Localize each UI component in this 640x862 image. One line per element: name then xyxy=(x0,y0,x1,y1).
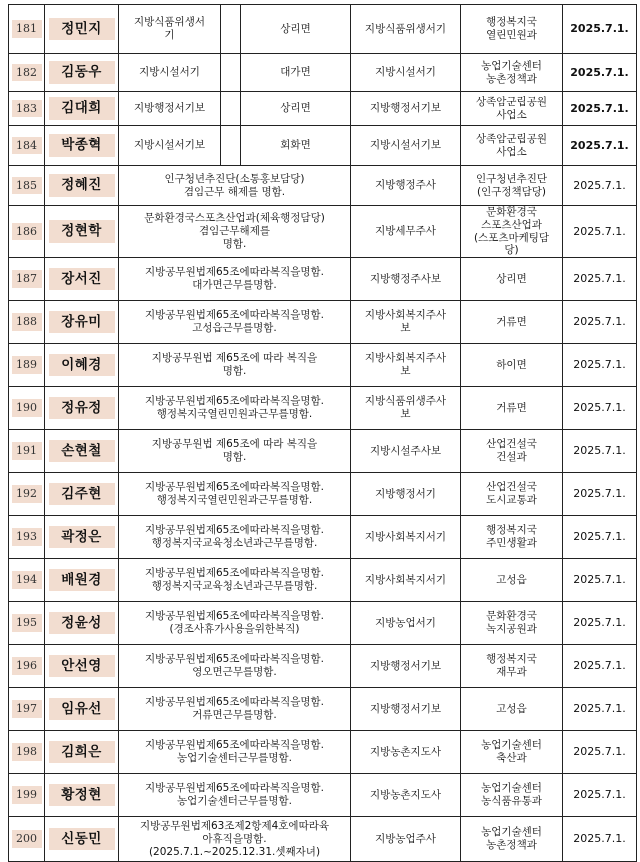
rank xyxy=(351,731,461,774)
effective-date-text: 2025.7.1. xyxy=(573,315,626,329)
department xyxy=(461,206,563,258)
rank xyxy=(351,688,461,731)
row-number xyxy=(9,166,45,206)
order-note xyxy=(119,817,351,862)
order-note xyxy=(119,688,351,731)
person-name-text: 손현철 xyxy=(49,440,115,462)
order-note xyxy=(119,645,351,688)
row-number xyxy=(9,301,45,344)
previous-office-text: 회화면 xyxy=(280,139,311,152)
person-name-text: 신동민 xyxy=(49,828,115,850)
effective-date-text: 2025.7.1. xyxy=(573,616,626,630)
table-body xyxy=(9,5,637,862)
order-note-text: 지방공무원법제63조제2항제4호에따라육 아휴직을명함. (2025.7.1.~2025.12.31.셋째자녀) xyxy=(139,819,329,858)
person-name xyxy=(45,473,119,516)
table-row xyxy=(9,774,637,817)
department xyxy=(461,5,563,54)
person-name xyxy=(45,92,119,126)
row-number-text: 185 xyxy=(12,177,42,194)
table-row xyxy=(9,5,637,54)
rank-text: 지방행정서기보 xyxy=(369,102,441,115)
effective-date xyxy=(563,301,637,344)
person-name-text: 정혜진 xyxy=(49,174,115,196)
person-name xyxy=(45,516,119,559)
row-number-text: 188 xyxy=(12,313,42,330)
effective-date-text: 2025.7.1. xyxy=(573,659,626,673)
department xyxy=(461,126,563,166)
person-name xyxy=(45,258,119,301)
effective-date-text: 2025.7.1. xyxy=(573,487,626,501)
row-number xyxy=(9,602,45,645)
order-note-text: 지방공무원법제65조에따라복직을명함. 행정복지국교육청소년과근무를명함. xyxy=(145,567,324,593)
personnel-table xyxy=(8,4,637,862)
table-row xyxy=(9,731,637,774)
previous-office-text: 상리면 xyxy=(280,102,311,115)
department xyxy=(461,774,563,817)
effective-date xyxy=(563,473,637,516)
rank xyxy=(351,387,461,430)
table-row xyxy=(9,516,637,559)
row-number-text: 183 xyxy=(12,100,42,117)
department xyxy=(461,387,563,430)
effective-date xyxy=(563,126,637,166)
department-text: 거류면 xyxy=(496,401,527,414)
department-text: 고성읍 xyxy=(496,702,527,715)
person-name-text: 배원경 xyxy=(49,569,115,591)
department-text: 산업건설국 도시교통과 xyxy=(486,481,537,507)
order-note-text: 인구청년추진단(소통홍보담당) 겸임근무 해제를 명함. xyxy=(164,172,305,198)
department xyxy=(461,344,563,387)
department-text: 문화환경국 녹지공원과 xyxy=(486,610,537,636)
order-note xyxy=(119,387,351,430)
row-number xyxy=(9,258,45,301)
department-text: 산업건설국 건설과 xyxy=(486,438,537,464)
order-note xyxy=(119,473,351,516)
person-name xyxy=(45,817,119,862)
table-row xyxy=(9,387,637,430)
department xyxy=(461,473,563,516)
rank xyxy=(351,92,461,126)
row-number-text: 195 xyxy=(12,614,42,631)
person-name xyxy=(45,5,119,54)
person-name-text: 장서진 xyxy=(49,268,115,290)
row-number xyxy=(9,92,45,126)
effective-date xyxy=(563,731,637,774)
order-note xyxy=(119,559,351,602)
rank xyxy=(351,126,461,166)
table-row xyxy=(9,301,637,344)
department xyxy=(461,516,563,559)
rank-text: 지방행정주사 xyxy=(375,179,436,192)
previous-office xyxy=(241,92,351,126)
previous-rank-text: 지방식품위생서 기 xyxy=(133,16,205,41)
table-row xyxy=(9,344,637,387)
row-number-text: 181 xyxy=(12,20,42,37)
department-text: 농업기술센터 농촌정책과 xyxy=(481,826,542,852)
effective-date xyxy=(563,206,637,258)
department xyxy=(461,258,563,301)
rank xyxy=(351,602,461,645)
previous-office-text: 대가면 xyxy=(280,66,311,79)
department-text: 상족암군립공원 사업소 xyxy=(475,95,547,121)
row-number xyxy=(9,126,45,166)
effective-date-text: 2025.7.1. xyxy=(573,178,626,192)
blank-cell xyxy=(221,126,241,166)
row-number xyxy=(9,688,45,731)
order-note-text: 지방공무원법 제65조에 따라 복직을 명함. xyxy=(151,438,318,464)
rank xyxy=(351,344,461,387)
department-text: 상족암군립공원 사업소 xyxy=(475,132,547,158)
row-number-text: 196 xyxy=(12,657,42,674)
department-text: 행정복지국 열린민원과 xyxy=(486,16,537,41)
table-row xyxy=(9,817,637,862)
row-number-text: 184 xyxy=(12,137,42,154)
rank-text: 지방사회복지서기 xyxy=(364,573,447,586)
order-note-text: 지방공무원법제65조에따라복직을명함. 행정복지국열린민원과근무를명함. xyxy=(145,481,324,507)
department xyxy=(461,602,563,645)
rank xyxy=(351,645,461,688)
table-row xyxy=(9,688,637,731)
person-name xyxy=(45,344,119,387)
row-number-text: 191 xyxy=(12,442,42,459)
rank-text: 지방시설서기 xyxy=(375,66,436,79)
table-row xyxy=(9,645,637,688)
person-name-text: 안선영 xyxy=(49,655,115,677)
effective-date xyxy=(563,645,637,688)
row-number xyxy=(9,817,45,862)
effective-date xyxy=(563,344,637,387)
person-name-text: 박종혁 xyxy=(49,134,115,156)
department-text: 행정복지국 주민생활과 xyxy=(486,524,537,550)
department-text: 상리면 xyxy=(496,272,527,285)
order-note-text: 지방공무원법제65조에따라복직을명함. 거류면근무를명함. xyxy=(145,696,324,722)
person-name xyxy=(45,774,119,817)
rank-text: 지방식품위생서기 xyxy=(364,22,447,35)
rank-text: 지방행정서기보 xyxy=(369,702,441,715)
order-note xyxy=(119,344,351,387)
rank xyxy=(351,774,461,817)
order-note-text: 지방공무원법제65조에따라복직을명함. 농업기술센터근무를명함. xyxy=(145,782,324,808)
row-number xyxy=(9,645,45,688)
order-note-text: 지방공무원법제65조에따라복직을명함. 농업기술센터근무를명함. xyxy=(145,739,324,765)
person-name-text: 이혜경 xyxy=(49,354,115,376)
person-name-text: 정유정 xyxy=(49,397,115,419)
rank xyxy=(351,166,461,206)
previous-rank xyxy=(119,126,221,166)
person-name-text: 정민지 xyxy=(49,18,115,40)
previous-rank xyxy=(119,54,221,92)
rank-text: 지방행정주사보 xyxy=(369,272,441,285)
row-number-text: 187 xyxy=(12,270,42,287)
blank-cell xyxy=(221,5,241,54)
effective-date xyxy=(563,602,637,645)
row-number xyxy=(9,5,45,54)
effective-date xyxy=(563,166,637,206)
row-number-text: 189 xyxy=(12,356,42,373)
effective-date-text: 2025.7.1. xyxy=(570,101,629,115)
previous-rank-text: 지방행정서기보 xyxy=(133,102,205,115)
row-number-text: 186 xyxy=(12,223,42,240)
effective-date-text: 2025.7.1. xyxy=(573,832,626,846)
effective-date-text: 2025.7.1. xyxy=(570,138,629,152)
person-name-text: 정현학 xyxy=(49,220,115,242)
person-name-text: 김희은 xyxy=(49,741,115,763)
person-name xyxy=(45,688,119,731)
department xyxy=(461,817,563,862)
table-row xyxy=(9,559,637,602)
effective-date-text: 2025.7.1. xyxy=(570,22,629,36)
person-name xyxy=(45,387,119,430)
row-number-text: 182 xyxy=(12,64,42,81)
rank-text: 지방농촌지도사 xyxy=(369,745,441,758)
effective-date xyxy=(563,92,637,126)
table-row xyxy=(9,166,637,206)
row-number-text: 199 xyxy=(12,786,42,803)
row-number-text: 193 xyxy=(12,528,42,545)
rank xyxy=(351,473,461,516)
order-note-text: 지방공무원법제65조에따라복직을명함. 고성읍근무를명함. xyxy=(145,309,324,335)
effective-date xyxy=(563,817,637,862)
rank xyxy=(351,54,461,92)
rank xyxy=(351,516,461,559)
rank-text: 지방시설주사보 xyxy=(369,444,441,457)
rank xyxy=(351,258,461,301)
department-text: 거류면 xyxy=(496,315,527,328)
person-name xyxy=(45,126,119,166)
previous-office xyxy=(241,126,351,166)
previous-rank xyxy=(119,5,221,54)
order-note xyxy=(119,731,351,774)
department xyxy=(461,645,563,688)
person-name xyxy=(45,430,119,473)
order-note xyxy=(119,166,351,206)
department-text: 고성읍 xyxy=(496,573,527,586)
rank xyxy=(351,206,461,258)
order-note xyxy=(119,206,351,258)
previous-office xyxy=(241,54,351,92)
effective-date xyxy=(563,516,637,559)
table-row xyxy=(9,258,637,301)
department xyxy=(461,301,563,344)
row-number xyxy=(9,387,45,430)
row-number-text: 190 xyxy=(12,399,42,416)
effective-date-text: 2025.7.1. xyxy=(573,358,626,372)
department xyxy=(461,559,563,602)
effective-date-text: 2025.7.1. xyxy=(573,573,626,587)
order-note xyxy=(119,430,351,473)
rank xyxy=(351,301,461,344)
order-note-text: 지방공무원법제65조에따라복직을명함. 영오면근무를명함. xyxy=(145,653,324,679)
rank-text: 지방농촌지도사 xyxy=(369,788,441,801)
rank-text: 지방행정서기보 xyxy=(369,659,441,672)
person-name-text: 임유선 xyxy=(49,698,115,720)
order-note xyxy=(119,516,351,559)
department-text: 하이면 xyxy=(496,358,527,371)
rank-text: 지방식품위생주사 보 xyxy=(364,395,447,421)
order-note-text: 지방공무원법 제65조에 따라 복직을 명함. xyxy=(151,352,318,378)
previous-office-text: 상리면 xyxy=(280,22,311,35)
rank-text: 지방사회복지주사 보 xyxy=(364,352,447,378)
person-name xyxy=(45,559,119,602)
row-number xyxy=(9,774,45,817)
effective-date xyxy=(563,559,637,602)
effective-date-text: 2025.7.1. xyxy=(573,444,626,458)
row-number xyxy=(9,344,45,387)
row-number-text: 200 xyxy=(12,830,42,847)
department-text: 인구청년추진단 (인구정책담당) xyxy=(475,172,547,198)
department-text: 문화환경국 스포츠산업과 (스포츠마케팅담 당) xyxy=(473,206,550,257)
person-name-text: 장유미 xyxy=(49,311,115,333)
effective-date-text: 2025.7.1. xyxy=(573,702,626,716)
person-name-text: 김대희 xyxy=(49,97,115,119)
person-name-text: 김주현 xyxy=(49,483,115,505)
order-note-text: 지방공무원법제65조에따라복직을명함. (경조사휴가사용을위한복직) xyxy=(145,610,324,636)
order-note xyxy=(119,258,351,301)
rank-text: 지방사회복지주사 보 xyxy=(364,309,447,335)
previous-rank-text: 지방시설서기 xyxy=(139,66,200,79)
effective-date-text: 2025.7.1. xyxy=(573,272,626,286)
department xyxy=(461,54,563,92)
rank-text: 지방시설서기보 xyxy=(369,139,441,152)
person-name xyxy=(45,206,119,258)
rank-text: 지방행정서기 xyxy=(375,487,436,500)
person-name-text: 곽정은 xyxy=(49,526,115,548)
department-text: 농업기술센터 축산과 xyxy=(481,739,542,765)
person-name-text: 김동우 xyxy=(49,61,115,83)
table-row xyxy=(9,54,637,92)
table-row xyxy=(9,206,637,258)
rank xyxy=(351,430,461,473)
row-number xyxy=(9,731,45,774)
effective-date xyxy=(563,387,637,430)
table-row xyxy=(9,92,637,126)
order-note xyxy=(119,774,351,817)
row-number xyxy=(9,516,45,559)
person-name xyxy=(45,645,119,688)
previous-office xyxy=(241,5,351,54)
order-note-text: 지방공무원법제65조에따라복직을명함. 대가면근무를명함. xyxy=(145,266,324,292)
person-name xyxy=(45,301,119,344)
person-name xyxy=(45,602,119,645)
rank xyxy=(351,817,461,862)
rank xyxy=(351,559,461,602)
department xyxy=(461,166,563,206)
effective-date-text: 2025.7.1. xyxy=(570,65,629,79)
department xyxy=(461,92,563,126)
effective-date xyxy=(563,258,637,301)
department-text: 농업기술센터 농식품유통과 xyxy=(481,782,542,808)
effective-date xyxy=(563,54,637,92)
effective-date-text: 2025.7.1. xyxy=(573,224,626,238)
person-name xyxy=(45,731,119,774)
person-name-text: 정윤성 xyxy=(49,612,115,634)
row-number xyxy=(9,206,45,258)
effective-date xyxy=(563,5,637,54)
row-number xyxy=(9,473,45,516)
person-name-text: 황정현 xyxy=(49,784,115,806)
rank-text: 지방사회복지서기 xyxy=(364,530,447,543)
rank-text: 지방농업주사 xyxy=(375,832,436,845)
effective-date xyxy=(563,430,637,473)
order-note xyxy=(119,301,351,344)
rank xyxy=(351,5,461,54)
rank-text: 지방세무주사 xyxy=(375,225,436,238)
table-row xyxy=(9,126,637,166)
department-text: 농업기술센터 농촌정책과 xyxy=(481,59,542,85)
effective-date-text: 2025.7.1. xyxy=(573,745,626,759)
department xyxy=(461,731,563,774)
person-name xyxy=(45,166,119,206)
department-text: 행정복지국 재무과 xyxy=(486,653,537,679)
effective-date xyxy=(563,774,637,817)
rank-text: 지방농업서기 xyxy=(375,616,436,629)
blank-cell xyxy=(221,92,241,126)
order-note-text: 지방공무원법제65조에따라복직을명함. 행정복지국교육청소년과근무를명함. xyxy=(145,524,324,550)
row-number-text: 197 xyxy=(12,700,42,717)
table-row xyxy=(9,430,637,473)
order-note xyxy=(119,602,351,645)
order-note-text: 문화환경국스포츠산업과(체육행정담당) 겸임근무해제를 명함. xyxy=(144,212,325,250)
effective-date-text: 2025.7.1. xyxy=(573,401,626,415)
department xyxy=(461,430,563,473)
effective-date-text: 2025.7.1. xyxy=(573,788,626,802)
effective-date-text: 2025.7.1. xyxy=(573,530,626,544)
row-number xyxy=(9,54,45,92)
previous-rank xyxy=(119,92,221,126)
effective-date xyxy=(563,688,637,731)
row-number-text: 198 xyxy=(12,743,42,760)
row-number-text: 194 xyxy=(12,571,42,588)
department xyxy=(461,688,563,731)
row-number xyxy=(9,559,45,602)
row-number-text: 192 xyxy=(12,485,42,502)
previous-rank-text: 지방시설서기보 xyxy=(133,139,205,152)
blank-cell xyxy=(221,54,241,92)
row-number xyxy=(9,430,45,473)
person-name xyxy=(45,54,119,92)
order-note-text: 지방공무원법제65조에따라복직을명함. 행정복지국열린민원과근무를명함. xyxy=(145,395,324,421)
table-row xyxy=(9,473,637,516)
table-row xyxy=(9,602,637,645)
